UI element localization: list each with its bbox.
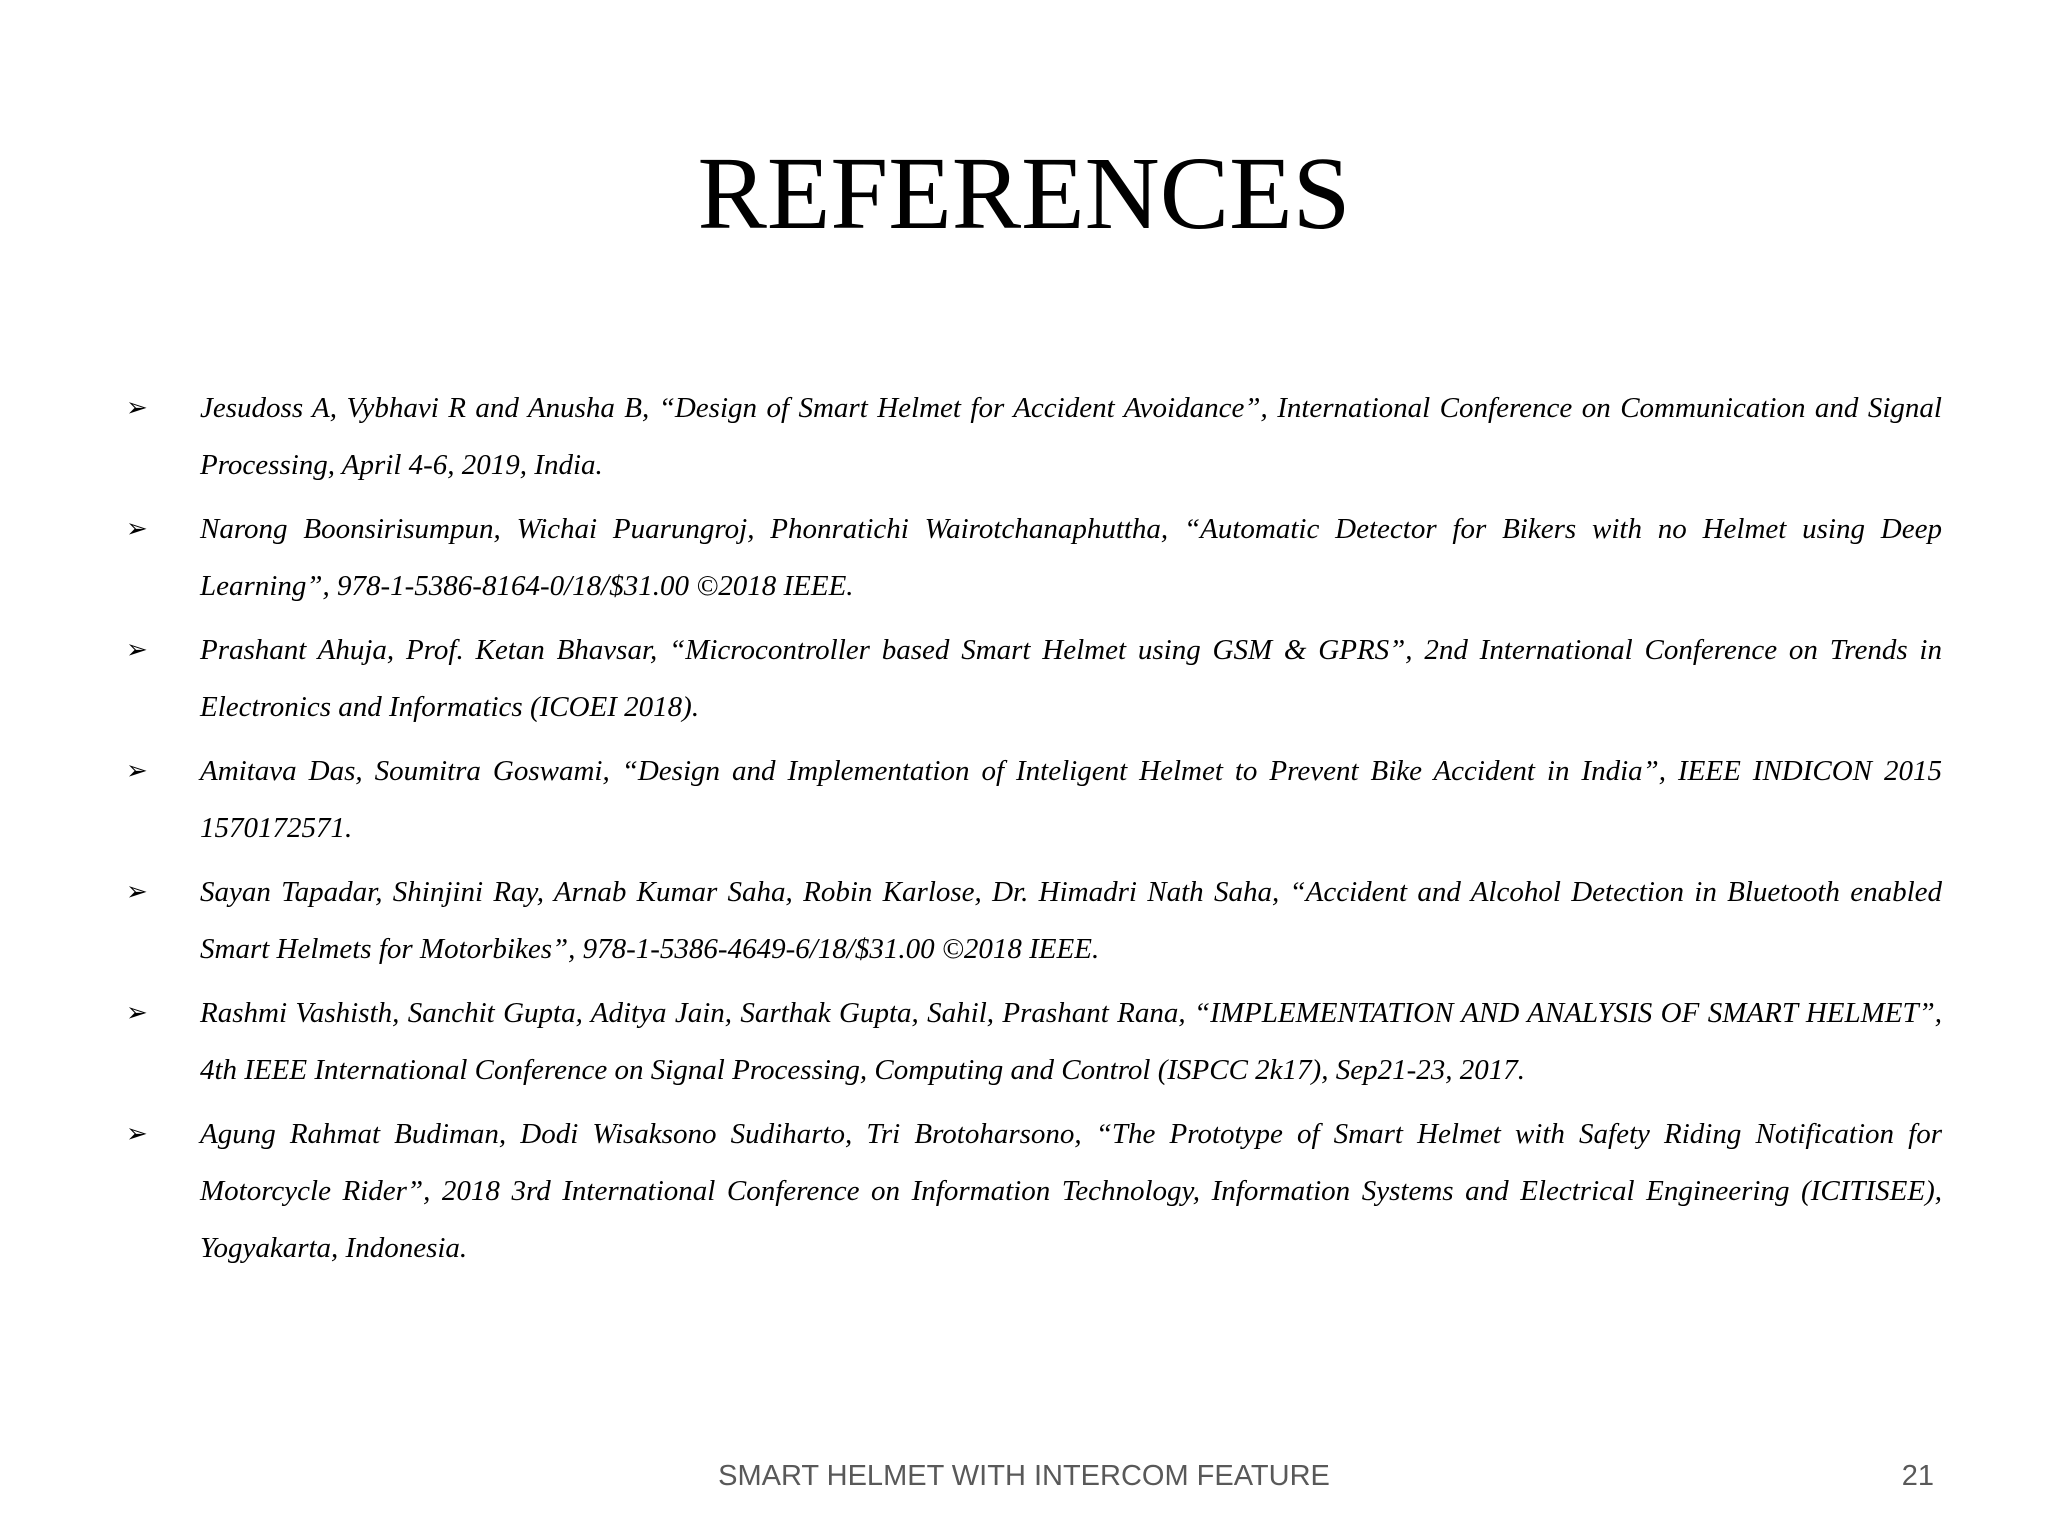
reference-text: Sayan Tapadar, Shinjini Ray, Arnab Kumar Saha, Robin Karlose, Dr. Himadri Nath Saha, “Accident and Alcohol Detection in Bluetooth enabled Smart Helmets for Motorbikes”, 978-1-5386-4649-6/18/$31.00 ©2018 IEEE. (200, 876, 1942, 965)
reference-item (122, 864, 1942, 978)
reference-text: Jesudoss A, Vybhavi R and Anusha B, “Design of Smart Helmet for Accident Avoidance”, International Conference on Communication and Signal Processing, April 4-6, 2019, India. (200, 392, 1942, 481)
reference-text: Rashmi Vashisth, Sanchit Gupta, Aditya Jain, Sarthak Gupta, Sahil, Prashant Rana, “IMPLEMENTATION AND ANALYSIS OF SMART HELMET”, 4th IEEE International Conference on Signal Processing, Computing and Control (ISPCC 2k17), Sep21-23, 2017. (200, 997, 1942, 1086)
reference-text: Narong Boonsirisumpun, Wichai Puarungroj, Phonratichi Wairotchanaphuttha, “Automatic Detector for Bikers with no Helmet using Deep Learning”, 978-1-5386-8164-0/18/$31.00 ©2018 IEEE. (200, 513, 1942, 602)
reference-item (122, 622, 1942, 736)
reference-list (122, 380, 1942, 1284)
reference-text: Agung Rahmat Budiman, Dodi Wisaksono Sudiharto, Tri Brotoharsono, “The Prototype of Smart Helmet with Safety Riding Notification for Motorcycle Rider”, 2018 3rd International Conference on Information Technology, Information Systems and Electrical Engineering (ICITISEE), Yogyakarta, Indonesia. (200, 1118, 1942, 1264)
arrow-bullet-icon: ➢ (126, 998, 148, 1028)
reference-item (122, 985, 1942, 1099)
arrow-bullet-icon: ➢ (126, 393, 148, 423)
reference-item (122, 380, 1942, 494)
page-number: 21 (1901, 1460, 1934, 1492)
reference-item (122, 1106, 1942, 1277)
reference-text: Prashant Ahuja, Prof. Ketan Bhavsar, “Microcontroller based Smart Helmet using GSM & GPRS”, 2nd International Conference on Trends in Electronics and Informatics (ICOEI 2018). (200, 634, 1942, 723)
slide-title: REFERENCES (697, 136, 1351, 251)
arrow-bullet-icon: ➢ (126, 514, 148, 544)
arrow-bullet-icon: ➢ (126, 635, 148, 665)
reference-item (122, 743, 1942, 857)
reference-text: Amitava Das, Soumitra Goswami, “Design and Implementation of Inteligent Helmet to Prevent Bike Accident in India”, IEEE INDICON 2015 1570172571. (200, 755, 1942, 844)
arrow-bullet-icon: ➢ (126, 756, 148, 786)
arrow-bullet-icon: ➢ (126, 1119, 148, 1149)
reference-item (122, 501, 1942, 615)
arrow-bullet-icon: ➢ (126, 877, 148, 907)
footer-title: SMART HELMET WITH INTERCOM FEATURE (718, 1460, 1330, 1492)
